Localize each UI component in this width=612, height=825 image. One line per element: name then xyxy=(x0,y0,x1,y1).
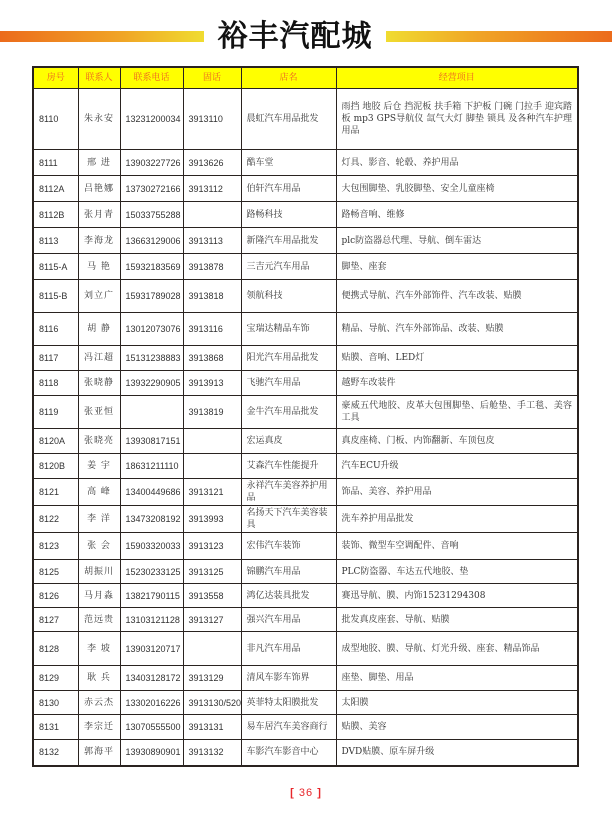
room-cell: 8116 xyxy=(33,313,78,346)
column-header-mobile: 联系电话 xyxy=(120,67,183,89)
table-row xyxy=(33,89,578,150)
shop-name-cell: 非凡汽车用品 xyxy=(241,632,336,666)
contact-cell: 胡 静 xyxy=(78,313,120,346)
room-cell: 8129 xyxy=(33,666,78,691)
contact-cell: 张晓亮 xyxy=(78,429,120,454)
landline-cell: 3913132 xyxy=(183,740,241,766)
table-row xyxy=(33,228,578,254)
mobile-cell: 13932290905 xyxy=(120,371,183,396)
contact-cell: 吕艳娜 xyxy=(78,176,120,202)
room-cell: 8128 xyxy=(33,632,78,666)
table-row xyxy=(33,429,578,454)
table-row xyxy=(33,691,578,715)
room-cell: 8112B xyxy=(33,202,78,228)
mobile-cell: 13930817151 xyxy=(120,429,183,454)
room-cell: 8112A xyxy=(33,176,78,202)
landline-cell: 3913110 xyxy=(183,89,241,150)
shop-name-cell: 名扬天下汽车美容装具 xyxy=(241,506,336,533)
shop-name-cell: 三吉元汽车用品 xyxy=(241,254,336,280)
room-cell: 8132 xyxy=(33,740,78,766)
mobile-cell: 18631211110 xyxy=(120,454,183,479)
contact-cell: 邢 进 xyxy=(78,150,120,176)
mobile-cell xyxy=(120,396,183,429)
shop-name-cell: 宏运真皮 xyxy=(241,429,336,454)
shop-name-cell: 清风车影车饰界 xyxy=(241,666,336,691)
mobile-cell: 13821790115 xyxy=(120,584,183,608)
mobile-cell: 15931789028 xyxy=(120,280,183,313)
table-header-row xyxy=(33,67,578,89)
shop-name-cell: 易车居汽车美容商行 xyxy=(241,715,336,740)
landline-cell: 3913112 xyxy=(183,176,241,202)
landline-cell: 3913558 xyxy=(183,584,241,608)
shop-name-cell: 金牛汽车用品批发 xyxy=(241,396,336,429)
contact-cell: 姜 宇 xyxy=(78,454,120,479)
mobile-cell: 15033755288 xyxy=(120,202,183,228)
bracket-left: [ xyxy=(290,787,295,799)
header-band-left xyxy=(0,31,204,42)
mobile-cell: 13903120717 xyxy=(120,632,183,666)
business-scope-cell: 成型地胶、膜、导航、灯光升级、座套、精品饰品 xyxy=(336,632,578,666)
business-scope-cell: 座垫、脚垫、用品 xyxy=(336,666,578,691)
landline-cell: 3913113 xyxy=(183,228,241,254)
mobile-cell: 15932183569 xyxy=(120,254,183,280)
table-row xyxy=(33,632,578,666)
table-row xyxy=(33,254,578,280)
contact-cell: 张 会 xyxy=(78,533,120,560)
landline-cell: 3913125 xyxy=(183,560,241,584)
business-scope-cell: 洗车养护用品批发 xyxy=(336,506,578,533)
page-number-value: 36 xyxy=(298,787,314,799)
business-scope-cell: 饰品、美容、养护用品 xyxy=(336,479,578,506)
business-scope-cell: 大包围脚垫、乳胶脚垫、安全儿童座椅 xyxy=(336,176,578,202)
room-cell: 8121 xyxy=(33,479,78,506)
contact-cell: 李 洋 xyxy=(78,506,120,533)
table-body xyxy=(33,89,578,766)
landline-cell xyxy=(183,202,241,228)
table-row xyxy=(33,666,578,691)
mobile-cell: 15230233125 xyxy=(120,560,183,584)
mobile-cell: 13302016226 xyxy=(120,691,183,715)
contact-cell: 张晓静 xyxy=(78,371,120,396)
room-cell: 8111 xyxy=(33,150,78,176)
mobile-cell: 13930890901 xyxy=(120,740,183,766)
shop-name-cell: 强兴汽车用品 xyxy=(241,608,336,632)
shop-name-cell: 永祥汽车美容养护用品 xyxy=(241,479,336,506)
contact-cell: 李 坡 xyxy=(78,632,120,666)
landline-cell: 3913123 xyxy=(183,533,241,560)
shop-name-cell: 新隆汽车用品批发 xyxy=(241,228,336,254)
business-scope-cell: DVD贴膜、原车屏升级 xyxy=(336,740,578,766)
table-row xyxy=(33,396,578,429)
landline-cell: 3913913 xyxy=(183,371,241,396)
mobile-cell: 13012073076 xyxy=(120,313,183,346)
business-scope-cell: 灯具、影音、轮毂、养护用品 xyxy=(336,150,578,176)
mobile-cell: 13400449686 xyxy=(120,479,183,506)
room-cell: 8125 xyxy=(33,560,78,584)
business-scope-cell: 贴膜、美容 xyxy=(336,715,578,740)
mobile-cell: 15903320033 xyxy=(120,533,183,560)
room-cell: 8117 xyxy=(33,346,78,371)
business-scope-cell: 雨挡 地胶 后仓 挡泥板 扶手箱 下护板 门碗 门拉手 迎宾踏板 mp3 GPS导航仪 氙气大灯 脚垫 锁具 及各种汽车护理用品 xyxy=(336,89,578,150)
table-row xyxy=(33,533,578,560)
shop-name-cell: 宝瑞达精品车饰 xyxy=(241,313,336,346)
room-cell: 8120A xyxy=(33,429,78,454)
mobile-cell: 13070555500 xyxy=(120,715,183,740)
directory-table xyxy=(32,66,579,767)
shop-name-cell: 路畅科技 xyxy=(241,202,336,228)
mobile-cell: 13663129006 xyxy=(120,228,183,254)
landline-cell: 3913116 xyxy=(183,313,241,346)
landline-cell xyxy=(183,454,241,479)
business-scope-cell: 真皮座椅、门板、内饰翻新、车顶包皮 xyxy=(336,429,578,454)
contact-cell: 马月淼 xyxy=(78,584,120,608)
shop-name-cell: 领航科技 xyxy=(241,280,336,313)
shop-name-cell: 阳光汽车用品批发 xyxy=(241,346,336,371)
business-scope-cell: 装饰、微型车空调配件、音响 xyxy=(336,533,578,560)
contact-cell: 高 峰 xyxy=(78,479,120,506)
room-cell: 8120B xyxy=(33,454,78,479)
room-cell: 8118 xyxy=(33,371,78,396)
contact-cell: 李宗迁 xyxy=(78,715,120,740)
business-scope-cell: 脚垫、座套 xyxy=(336,254,578,280)
shop-name-cell: 伯轩汽车用品 xyxy=(241,176,336,202)
business-scope-cell: 便携式导航、汽车外部饰件、汽车改装、贴膜 xyxy=(336,280,578,313)
contact-cell: 范远贵 xyxy=(78,608,120,632)
business-scope-cell: 太阳膜 xyxy=(336,691,578,715)
contact-cell: 冯江超 xyxy=(78,346,120,371)
landline-cell: 3913818 xyxy=(183,280,241,313)
table-row xyxy=(33,715,578,740)
landline-cell: 3913993 xyxy=(183,506,241,533)
mobile-cell: 13730272166 xyxy=(120,176,183,202)
mobile-cell: 13231200034 xyxy=(120,89,183,150)
mobile-cell: 13903227726 xyxy=(120,150,183,176)
shop-name-cell: 宏伟汽车装饰 xyxy=(241,533,336,560)
business-scope-cell: PLC防盗器、车达五代地胶、垫 xyxy=(336,560,578,584)
business-scope-cell: plc防盗器总代理、导航、倒车雷达 xyxy=(336,228,578,254)
landline-cell: 3913129 xyxy=(183,666,241,691)
shop-name-cell: 晨虹汽车用品批发 xyxy=(241,89,336,150)
room-cell: 8130 xyxy=(33,691,78,715)
shop-name-cell: 鸿亿达装具批发 xyxy=(241,584,336,608)
room-cell: 8115-B xyxy=(33,280,78,313)
contact-cell: 耿 兵 xyxy=(78,666,120,691)
business-scope-cell: 汽车ECU升级 xyxy=(336,454,578,479)
landline-cell: 3913878 xyxy=(183,254,241,280)
room-cell: 8127 xyxy=(33,608,78,632)
room-cell: 8122 xyxy=(33,506,78,533)
shop-name-cell: 酷车堂 xyxy=(241,150,336,176)
contact-cell: 朱永安 xyxy=(78,89,120,150)
room-cell: 8123 xyxy=(33,533,78,560)
column-header-room: 房号 xyxy=(33,67,78,89)
landline-cell: 3913819 xyxy=(183,396,241,429)
table-row xyxy=(33,740,578,766)
contact-cell: 张月青 xyxy=(78,202,120,228)
landline-cell: 3913626 xyxy=(183,150,241,176)
table-row xyxy=(33,560,578,584)
mobile-cell: 15131238883 xyxy=(120,346,183,371)
table-row xyxy=(33,202,578,228)
table-row xyxy=(33,584,578,608)
contact-cell: 郭海平 xyxy=(78,740,120,766)
table-row xyxy=(33,313,578,346)
shop-name-cell: 英菲特太阳膜批发 xyxy=(241,691,336,715)
business-scope-cell: 赛迅导航、膜、内饰15231294308 xyxy=(336,584,578,608)
table-row xyxy=(33,608,578,632)
business-scope-cell: 路畅音响、维修 xyxy=(336,202,578,228)
landline-cell: 3913868 xyxy=(183,346,241,371)
page-number xyxy=(0,787,612,799)
mobile-cell: 13403128172 xyxy=(120,666,183,691)
contact-cell: 张亚恒 xyxy=(78,396,120,429)
business-scope-cell: 批发真皮座套、导航、贴膜 xyxy=(336,608,578,632)
table-row xyxy=(33,150,578,176)
contact-cell: 李海龙 xyxy=(78,228,120,254)
header-band-right xyxy=(386,31,612,42)
mobile-cell: 13103121128 xyxy=(120,608,183,632)
page-title: 裕丰汽配城 xyxy=(217,19,373,54)
room-cell: 8126 xyxy=(33,584,78,608)
business-scope-cell: 豪威五代地胶、皮革大包围脚垫、后舱垫、手工毯、美容工具 xyxy=(336,396,578,429)
room-cell: 8110 xyxy=(33,89,78,150)
table-row xyxy=(33,176,578,202)
room-cell: 8131 xyxy=(33,715,78,740)
table-row xyxy=(33,506,578,533)
landline-cell xyxy=(183,632,241,666)
room-cell: 8119 xyxy=(33,396,78,429)
shop-name-cell: 艾森汽车性能提升 xyxy=(241,454,336,479)
table-row xyxy=(33,479,578,506)
shop-name-cell: 飞驰汽车用品 xyxy=(241,371,336,396)
landline-cell: 3913121 xyxy=(183,479,241,506)
column-header-business: 经营项目 xyxy=(336,67,578,89)
contact-cell: 胡振川 xyxy=(78,560,120,584)
room-cell: 8113 xyxy=(33,228,78,254)
contact-cell: 刘立广 xyxy=(78,280,120,313)
mobile-cell: 13473208192 xyxy=(120,506,183,533)
contact-cell: 马 艳 xyxy=(78,254,120,280)
column-header-contact: 联系人 xyxy=(78,67,120,89)
business-scope-cell: 精品、导航、汽车外部饰品、改装、贴膜 xyxy=(336,313,578,346)
table-row xyxy=(33,371,578,396)
room-cell: 8115-A xyxy=(33,254,78,280)
table-row xyxy=(33,346,578,371)
business-scope-cell: 贴膜、音响、LED灯 xyxy=(336,346,578,371)
table-row xyxy=(33,454,578,479)
shop-name-cell: 锦鹏汽车用品 xyxy=(241,560,336,584)
bracket-right: ] xyxy=(317,787,322,799)
landline-cell: 3913127 xyxy=(183,608,241,632)
landline-cell: 3913131 xyxy=(183,715,241,740)
business-scope-cell: 越野车改装件 xyxy=(336,371,578,396)
shop-name-cell: 车影汽车影音中心 xyxy=(241,740,336,766)
landline-cell xyxy=(183,429,241,454)
column-header-shop: 店名 xyxy=(241,67,336,89)
table-row xyxy=(33,280,578,313)
contact-cell: 赤云杰 xyxy=(78,691,120,715)
column-header-landline: 固话 xyxy=(183,67,241,89)
landline-cell: 3913130/520 xyxy=(183,691,241,715)
